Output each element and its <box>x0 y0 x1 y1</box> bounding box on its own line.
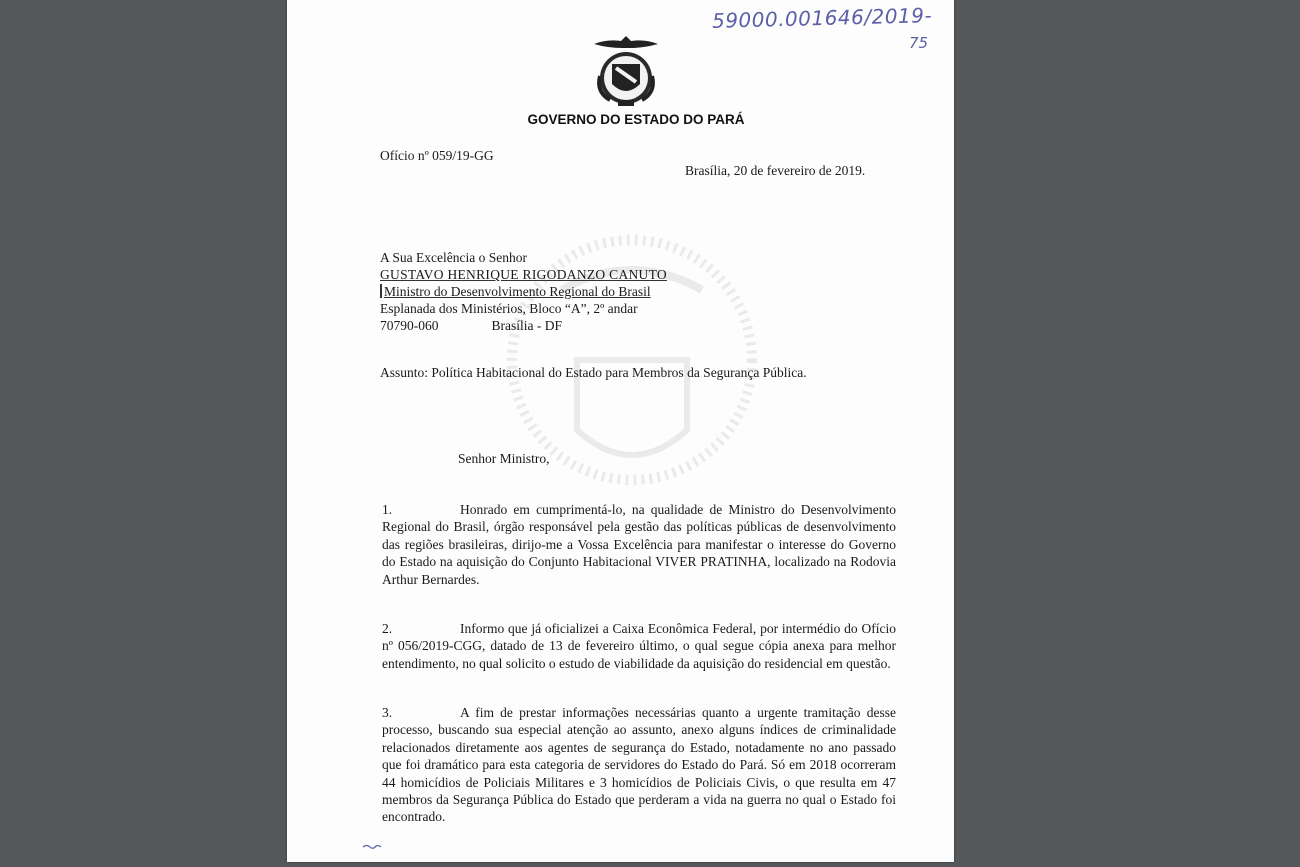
recipient-greeting: A Sua Excelência o Senhor <box>380 250 527 265</box>
handwritten-initials <box>362 842 382 850</box>
recipient-cep: 70790-060 <box>380 318 439 333</box>
paragraph-number: 3. <box>382 705 393 720</box>
document-page <box>287 0 954 862</box>
paragraph-text: Honrado em cumprimentá-lo, na qualidade de Ministro do Desenvolvimento Regional do Brasil, órgão responsável pela gestão das políticas públicas de desenvolvimento das regiões brasileiras, dirijo-me a Vossa Excelência para manifestar o interesse do Governo do Estado na aquisição do Conjunto Habitacional VIVER PRATINHA, localizado na Rodovia Arthur Bernardes. <box>382 502 896 587</box>
paragraph-text: A fim de prestar informações necessárias quanto a urgente tramitação desse processo, buscando sua especial atenção ao assunto, anexo alguns índices de criminalidade relacionados diretamente aos agentes de segurança do Estado, notadamente no ano passado que foi dramático para esta categoria de servidores do Estado do Pará. Só em 2018 ocorreram 44 homicídios de Policiais Militares e 3 homicídios de Policiais Civis, o que resulta em 47 membros da Segurança Pública do Estado que perderam a vida na guerra no qual o Estado foi encontrado. <box>382 705 896 825</box>
recipient-city: Brasília - DF <box>491 318 562 333</box>
oficio-number: Ofício nº 059/19-GG <box>380 148 494 163</box>
paragraph-text: Informo que já oficializei a Caixa Econômica Federal, por intermédio do Ofício nº 056/2019-CGG, datado de 13 de fevereiro último, o qual segue cópia anexa para melhor entendimento, no qual solicito o estudo de viabilidade da aquisição do residencial em questão. <box>382 621 896 671</box>
recipient-address: Esplanada dos Ministérios, Bloco “A”, 2º andar <box>380 301 638 316</box>
paragraph-number: 2. <box>382 621 393 636</box>
coat-of-arms-icon <box>590 36 662 108</box>
letter-date: Brasília, 20 de fevereiro de 2019. <box>685 163 866 178</box>
government-header: GOVERNO DO ESTADO DO PARÁ <box>527 112 745 127</box>
recipient-role-line <box>380 283 667 300</box>
protocol-stamp: 59000.001646/2019- <box>711 3 933 33</box>
paragraph-3 <box>382 704 896 826</box>
letter-salutation: Senhor Ministro, <box>458 451 550 466</box>
recipient-cep-city-line <box>380 317 667 334</box>
handwritten-bracket <box>380 284 382 298</box>
recipient-role: Ministro do Desenvolvimento Regional do Brasil <box>384 284 651 299</box>
paragraph-number: 1. <box>382 502 393 517</box>
paragraph-2 <box>382 620 896 672</box>
recipient-address-block <box>380 249 667 334</box>
paragraph-1 <box>382 501 896 588</box>
letter-subject: Assunto: Política Habitacional do Estado para Membros da Segurança Pública. <box>380 365 807 380</box>
page-number-stamp: 75 <box>909 34 929 52</box>
recipient-name: GUSTAVO HENRIQUE RIGODANZO CANUTO <box>380 267 667 282</box>
